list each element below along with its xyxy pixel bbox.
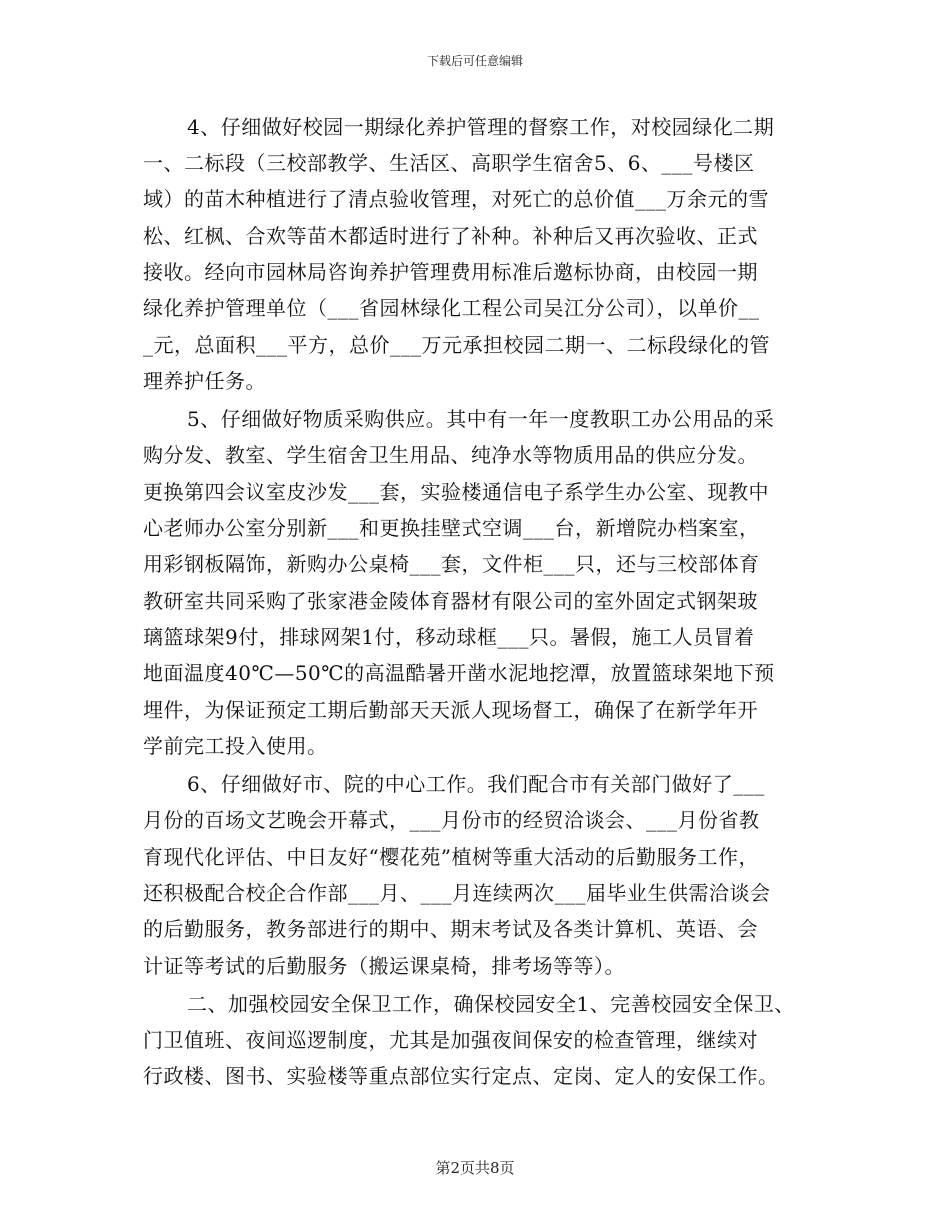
paragraph-5-line-8: 地面温度40℃—50℃的高温酷暑开凿水泥地挖潭，放置篮球架地下预 [143,661,775,685]
page-number: 第2页共8页 [435,1159,515,1177]
paragraph-5-line-1: 5、仔细做好物质采购供应。其中有一年一度教职工办公用品的采 [187,407,775,431]
paragraph-6-line-4: 还积极配合校企合作部___月、___月连续两次___届毕业生供需洽谈会 [143,881,771,905]
paragraph-6-line-1: 6、仔细做好市、院的中心工作。我们配合市有关部门做好了___ [187,772,765,796]
section-2-line-3: 行政楼、图书、实验楼等重点部位实行定点、定岗、定人的安保工作。 [143,1064,779,1088]
paragraph-5-line-5: 用彩钢板隔饰，新购办公桌椅___套，文件柜___只，还与三校部体育 [143,552,760,576]
paragraph-5-line-6: 教研室共同采购了张家港金陵体育器材有限公司的室外固定式钢架玻 [143,589,758,613]
paragraph-4-line-8: 理养护任务。 [143,369,266,393]
paragraph-5-line-7: 璃篮球架9付，排球网架1付，移动球框___只。暑假，施工人员冒着 [143,625,755,649]
section-2-line-1: 二、加强校园安全保卫工作，确保校园安全1、完善校园安全保卫、 [187,992,795,1016]
paragraph-6-line-5: 的后勤服务，教务部进行的期中、期末考试及各类计算机、英语、会 [143,917,758,941]
paragraph-5-line-2: 购分发、教室、学生宿舍卫生用品、纯净水等物质用品的供应分发。 [143,443,758,467]
paragraph-4-line-1: 4、仔细做好校园一期绿化养护管理的督察工作，对校园绿化二期 [187,115,775,139]
paragraph-5-line-10: 学前完工投入使用。 [143,734,328,758]
paragraph-4-line-6: 绿化养护管理单位（___省园林绿化工程公司吴江分公司），以单价__ [143,296,760,320]
paragraph-5-line-9: 埋件，为保证预定工期后勤部天天派人现场督工，确保了在新学年开 [143,698,758,722]
paragraph-4-line-5: 接收。经向市园林局咨询养护管理费用标准后邀标协商，由校园一期 [143,260,758,284]
paragraph-6-line-3: 育现代化评估、中日友好“樱花苑”植树等重大活动的后勤服务工作， [143,845,759,869]
paragraph-4-line-3: 域）的苗木种植进行了清点验收管理，对死亡的总价值___万余元的雪 [143,187,769,211]
section-2-line-2: 门卫值班、夜间巡逻制度，尤其是加强夜间保安的检查管理，继续对 [143,1028,758,1052]
page-header: 下载后可任意编辑 [426,54,523,68]
paragraph-6-line-6: 计证等考试的后勤服务（搬运课桌椅，排考场等等）。 [143,954,625,978]
paragraph-4-line-4: 松、红枫、合欢等苗木都适时进行了补种。补种后又再次验收、正式 [143,224,758,248]
paragraph-4-line-2: 一、二标段（三校部教学、生活区、高职学生宿舍5、6、___号楼区 [143,151,755,175]
paragraph-5-line-4: 心老师办公室分别新___和更换挂壁式空调___台，新增院办档案室， [143,516,760,540]
paragraph-4-line-7: _元，总面积___平方，总价___万元承担校园二期一、二标段绿化的管 [143,333,770,357]
paragraph-6-line-2: 月份的百场文艺晚会开幕式，___月份市的经贸洽谈会、___月份省教 [143,808,760,832]
paragraph-5-line-3: 更换第四会议室皮沙发___套，实验楼通信电子系学生办公室、现教中 [143,480,769,504]
